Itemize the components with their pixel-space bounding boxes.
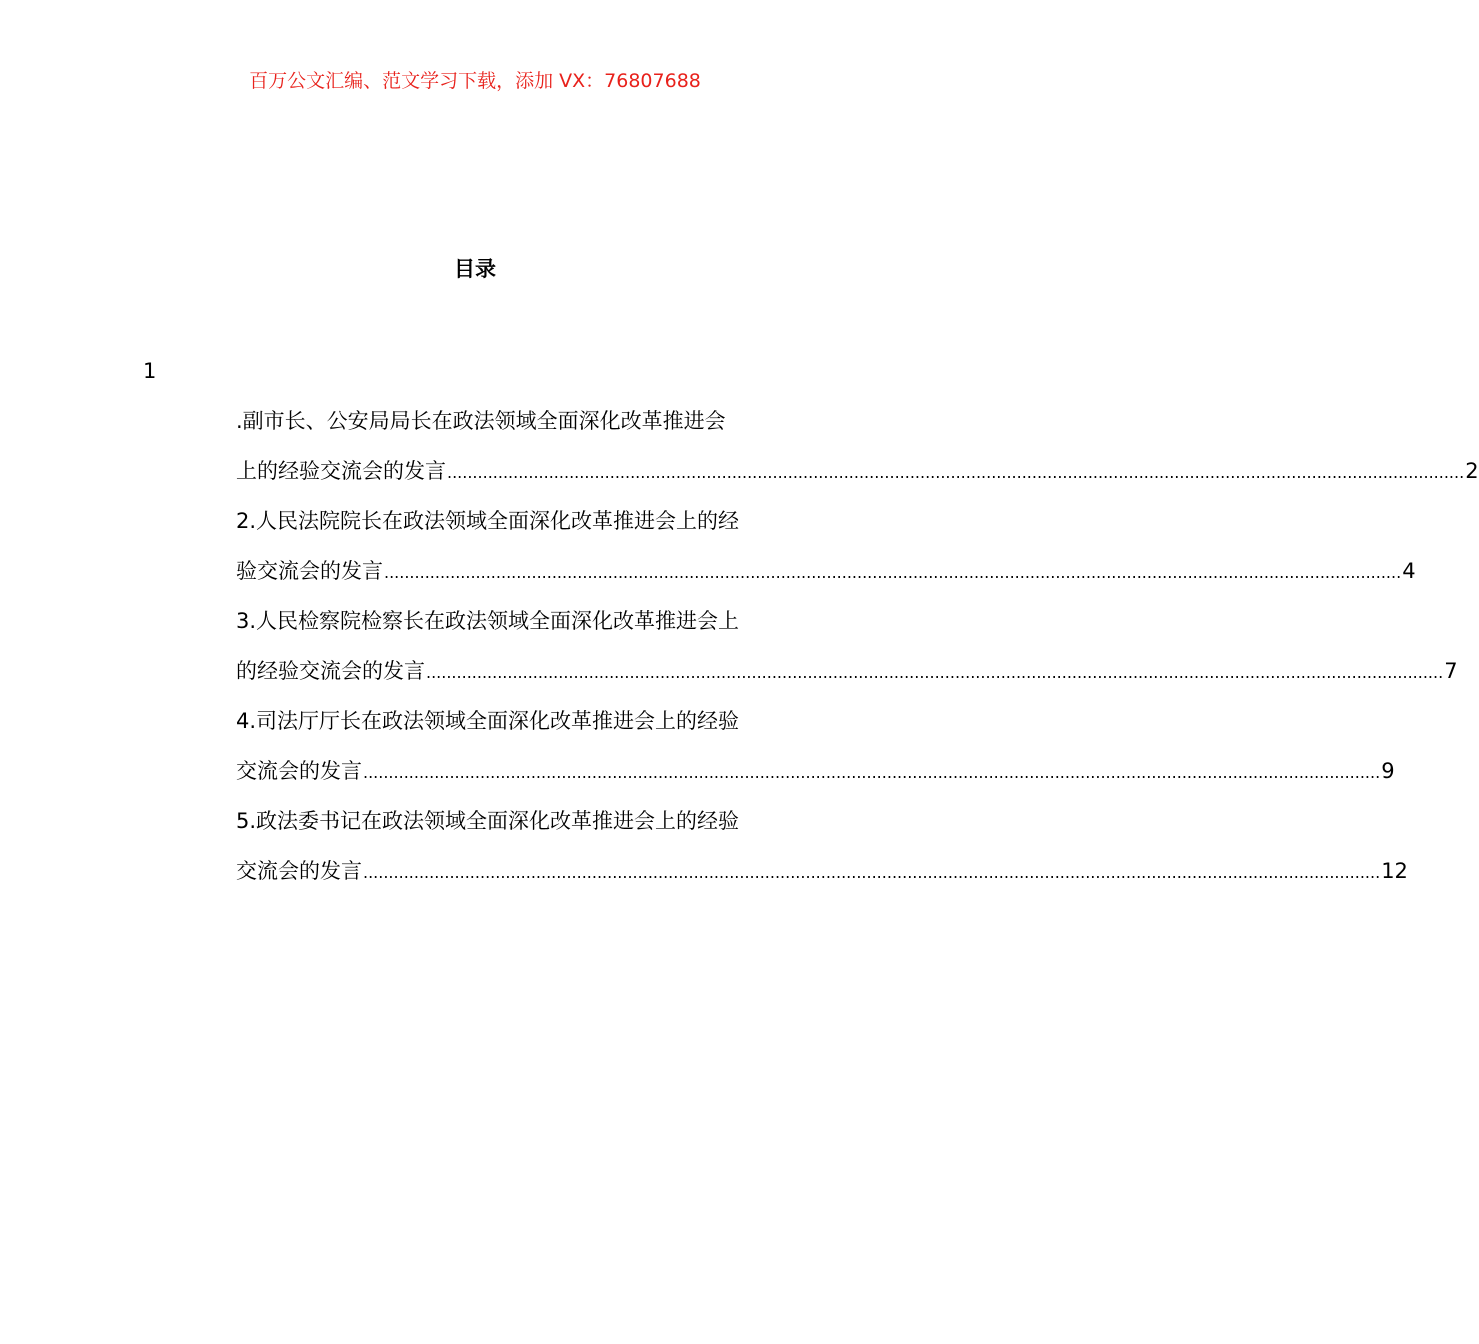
toc-entry-title-line2 [236,746,1395,796]
toc-entry-title-line1: 5.政法委书记在政法领域全面深化改革推进会上的经验 [236,809,740,833]
header-watermark-note: 百万公文汇编、范文学习下载，添加 VX：76807688 [249,70,701,92]
toc-page-number: 4 [1402,559,1416,583]
toc-entry-title-tail: 验交流会的发言 [236,559,383,583]
toc-entry-4[interactable] [236,696,1395,796]
page-title: 目录 [454,257,496,281]
toc-entry-title-line1: 2.人民法院院长在政法领域全面深化改革推进会上的经 [236,509,740,533]
toc-dot-leader: ........................................................................................................................................................................................................ [384,563,1402,582]
toc-entry-title-tail: 交流会的发言 [236,759,362,783]
toc-page-number: 9 [1381,759,1395,783]
toc-dot-leader: ........................................................................................................................................................................................................ [447,463,1465,482]
toc-entry-3[interactable] [236,596,1458,696]
toc-dot-leader: ........................................................................................................................................................................................................ [363,863,1381,882]
section-number: 1 [143,359,157,383]
toc-entry-title-line1: 3.人民检察院检察长在政法领域全面深化改革推进会上 [236,609,740,633]
toc-page-number: 12 [1381,859,1408,883]
toc-entry-5[interactable] [236,796,1408,896]
toc-page-number: 2 [1465,459,1479,483]
toc-entry-2[interactable] [236,496,1416,596]
toc-entry-title-tail: 上的经验交流会的发言 [236,459,446,483]
toc-entry-title-line1: .副市长、公安局局长在政法领域全面深化改革推进会 [236,409,726,433]
toc-entry-title-line1: 4.司法厅厅长在政法领域全面深化改革推进会上的经验 [236,709,740,733]
toc-entry-title-line2 [236,446,1479,496]
toc-dot-leader: ........................................................................................................................................................................................................ [426,663,1444,682]
toc-entry-title-line2 [236,646,1458,696]
toc-entry-1[interactable] [236,396,1479,496]
toc-entry-title-line2 [236,546,1416,596]
table-of-contents [236,396,1479,896]
toc-page-number: 7 [1444,659,1458,683]
toc-entry-title-line2 [236,846,1408,896]
toc-entry-title-tail: 交流会的发言 [236,859,362,883]
toc-entry-title-tail: 的经验交流会的发言 [236,659,425,683]
toc-dot-leader: ........................................................................................................................................................................................................ [363,763,1381,782]
